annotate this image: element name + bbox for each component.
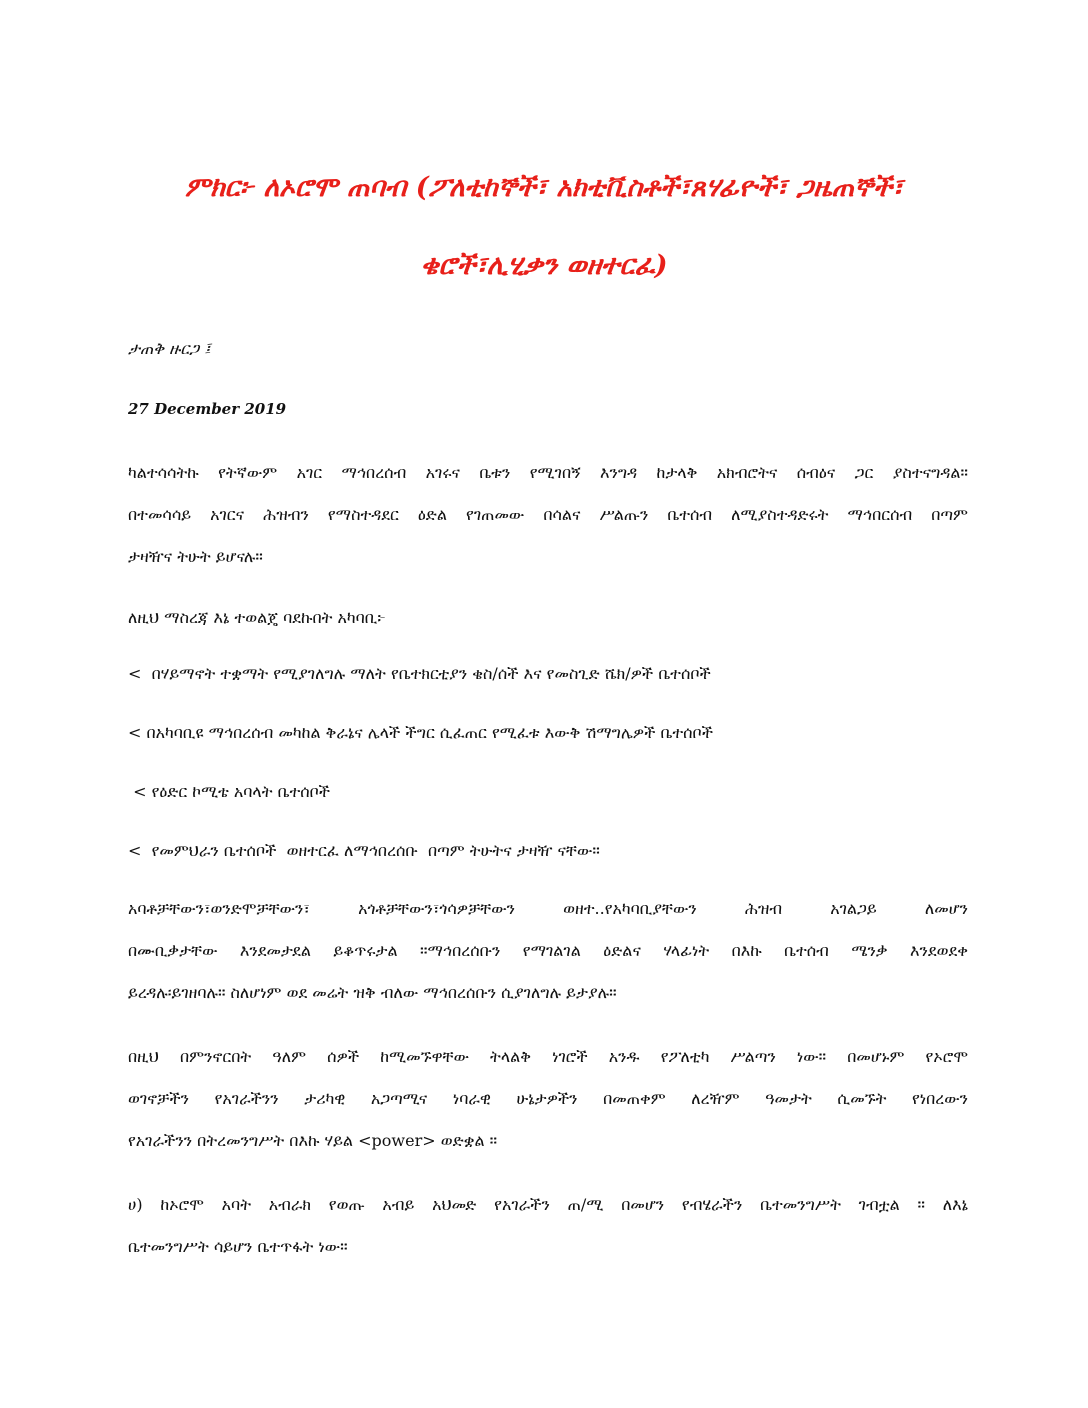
paragraph-line: ታዛዥና ትሁት ይሆናሉ። xyxy=(128,547,263,566)
paragraph-line: ካልተሳሳትኩ የትኛውም አገር ማኅበረሰብ አገሩና ቤቱን የሚገበኝ እንግዳ ከታላቅ አክብሮትና ሰብዕና ጋር ያስተናግዳል። xyxy=(128,463,968,482)
subheading: ለዚህ ማስረጃ እኔ ተወልጄ ባደኩበት አካባቢ፦ xyxy=(128,608,386,627)
intro-paragraph xyxy=(128,452,968,578)
paragraph-line: ይረዳሉ፡ይገዘባሉ። ስለሆነም ወደ መሬት ዝቅ ብለው ማኅበረሰቡን ሲያገለግሉ ይታያሉ። xyxy=(128,983,617,1002)
list-item: < የዕድር ኮሚቴ አባላት ቤተሰቦች xyxy=(128,782,331,801)
list-item: < በሃይማኖት ተቋማት የሚያገለግሉ ማለት የቤተክርቲያን ቄስ/ሰች እና የመስጊድ ሼክ/ዎች ቤተሰቦች xyxy=(128,664,711,683)
paragraph-line: ቤተመንግሥት ሳይሆን ቤተጥፋት ነው። xyxy=(128,1237,348,1256)
paragraph-line: የአገራችንን በትረመንግሥት በእኩ ሃይል <power> ወድቋል ። xyxy=(128,1131,498,1150)
paragraph-line: በዚህ በምንኖርበት ዓለም ሰዎች ከሚመኙዋቸው ትላልቅ ነገሮች አንዱ የፖለቲካ ሥልጣን ነው። በመሆኑም የኦሮሞ xyxy=(128,1047,968,1066)
paragraph-line: ወገኖቻችን የአገራችንን ታሪካዊ አጋጣሚና ነባራዊ ሁኔታዎችን በመጠቀም ለረዥም ዓመታት ሲመኙት የነበረውን xyxy=(128,1089,968,1108)
paragraph-3 xyxy=(128,1036,968,1162)
title-line-1: ምክር፦ ለኦሮሞ ጠባብ (ፖለቲከኞች፣ አክቲቪስቶች፣ጸሃፊዮች፣ ጋዜጠኞች፣ xyxy=(185,172,903,203)
paragraph-2 xyxy=(128,888,968,1014)
paragraph-line: በተመሳሳይ አገርና ሕዝብን የማስተዳደር ዕድል የገጠመው በሳልና ሥልጡን ቤተሰብ ለሚያስተዳድሩት ማኅበርሰብ በጣም xyxy=(128,505,968,524)
author-name: ታጠቅ ዙርጋ ፤ xyxy=(128,339,211,358)
paragraph-line: ሀ) ከኦሮሞ አባት አብራክ የወጡ አብይ አህመድ የአገራችን ጠ/ሚ በመሆን የብሄራችን ቤተመንግሥት ገብቷል ። ለእኔ xyxy=(128,1195,968,1214)
paragraph-line: በሙቢቃታቸው እንደመታደል ይቆጥሩታል ።ማኅበረሰቡን የማገልገል ዕድልና ሃላፊነት በእኩ ቤተሰብ ሜንቃ እንደወደቀ xyxy=(128,941,968,960)
title-line-2: ቄሮች፣ሊሂቃን ወዘተርፈ) xyxy=(420,250,668,281)
list-item: < የመምህራን ቤተሰቦች ወዘተርፈ ለማኅበረሰቡ በጣም ትሁትና ታዛዥ ናቸው። xyxy=(128,841,600,860)
paragraph-4 xyxy=(128,1184,968,1268)
list-item: < በአካባቢዩ ማኅበረሰብ መካከል ቅራኔና ሌላች ችግር ሲፈጠር የሚፈቱ እውቅ ሽማግሌዎች ቤተሰቦች xyxy=(128,723,714,742)
publication-date: 27 December 2019 xyxy=(128,400,287,418)
paragraph-line: አባቶቻቸውን፣ወንድሞቻቸውን፣ አጎቶቻቸውን፣ጎሳዎቻቸውን ወዘተ..የአካባቢያቸውን ሕዝብ አገልጋይ ለመሆን xyxy=(128,899,968,918)
